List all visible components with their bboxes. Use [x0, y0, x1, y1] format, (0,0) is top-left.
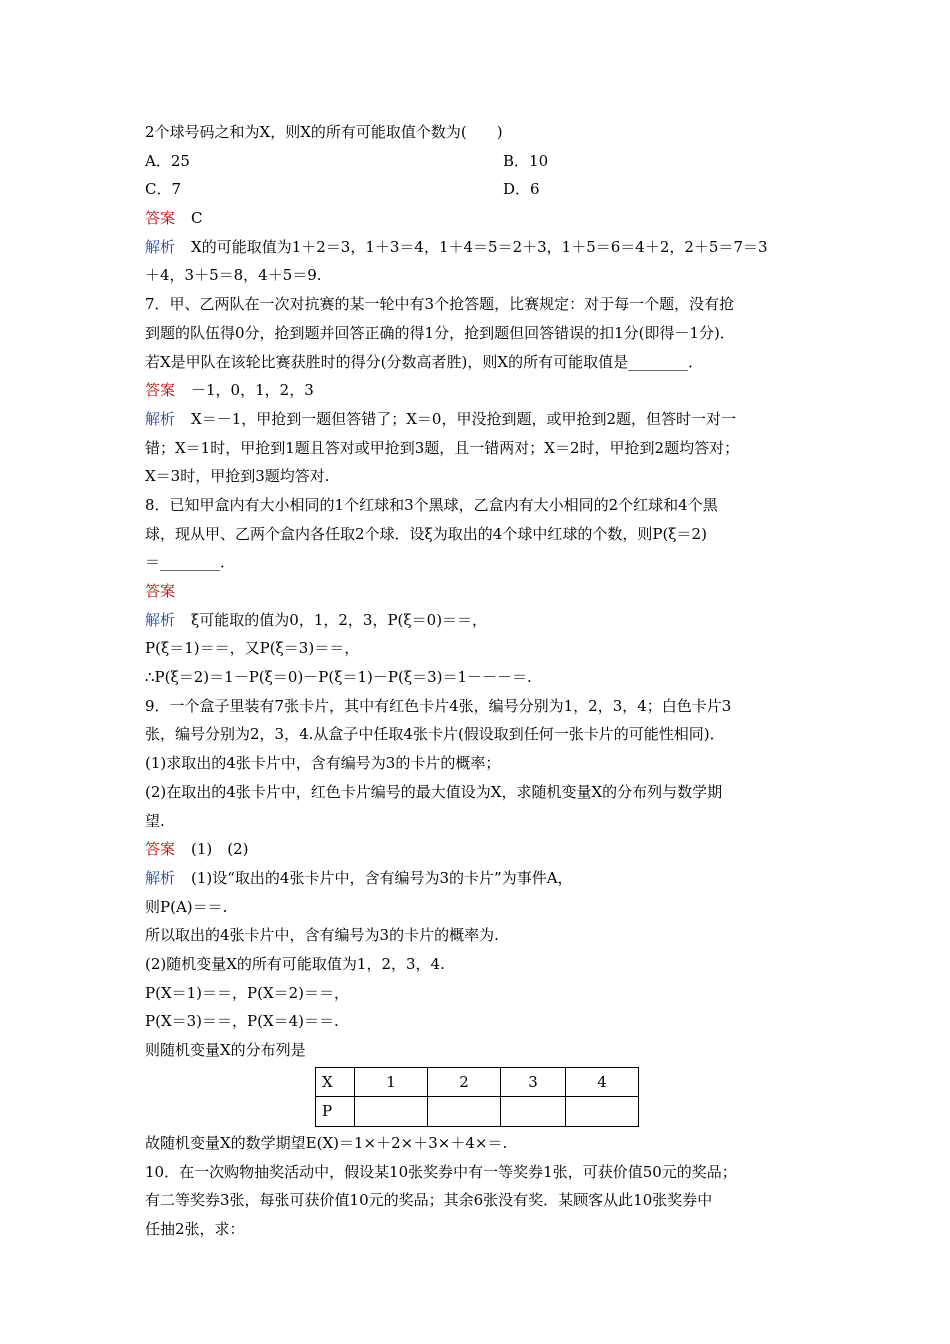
answer-9	[145, 835, 810, 864]
answer-value: －1，0，1，2，3	[191, 381, 314, 400]
explanation-text: X＝－1，甲抢到一题但答错了；X＝0，甲没抢到题，或甲抢到2题，但答时一对一	[191, 409, 737, 428]
answer-8	[145, 577, 810, 606]
table-cell: 4	[566, 1067, 639, 1097]
explanation-label: 解析	[145, 237, 176, 256]
option-c: C．7	[145, 180, 182, 199]
table-cell: P	[316, 1097, 355, 1127]
explanation-label: 解析	[145, 868, 176, 887]
options-row-2	[145, 175, 810, 204]
table-cell	[355, 1097, 428, 1127]
explanation-text: (1)设“取出的4张卡片中，含有编号为3的卡片”为事件A，	[191, 868, 573, 887]
explanation-9-line-6: P(X＝3)＝＝，P(X＝4)＝＝.	[145, 1012, 339, 1031]
explanation-8-line-1	[145, 606, 810, 635]
answer-label: 答案	[145, 381, 176, 400]
explanation-label: 解析	[145, 610, 176, 629]
table-row	[316, 1097, 639, 1127]
table-cell	[428, 1097, 501, 1127]
answer-value: (1) (2)	[191, 840, 249, 859]
distribution-table	[315, 1067, 639, 1127]
question-7-line-2: 到题的队伍得0分，抢到题并回答正确的得1分，抢到题但回答错误的扣1分(即得－1分)．	[145, 323, 735, 342]
table-cell	[501, 1097, 566, 1127]
answer-6	[145, 204, 810, 233]
answer-label: 答案	[145, 840, 176, 859]
table-row	[316, 1067, 639, 1097]
question-10-line-3: 任抽2张，求：	[145, 1220, 245, 1239]
explanation-text: ξ可能取的值为0，1，2，3，P(ξ＝0)＝＝，	[191, 610, 488, 629]
question-7-line-1: 7．甲、乙两队在一次对抗赛的某一轮中有3个抢答题，比赛规定：对于每一个题，没有抢	[145, 295, 735, 314]
explanation-9-line-7: 则随机变量X的分布列是	[145, 1041, 306, 1059]
explanation-9-line-8: 故随机变量X的数学期望E(X)＝1×＋2×＋3×＋4×＝.	[145, 1134, 508, 1153]
question-10-line-2: 有二等奖券3张，每张可获价值10元的奖品；其余6张没有奖．某顾客从此10张奖券中	[145, 1191, 713, 1210]
question-8-line-2: 球，现从甲、乙两个盒内各任取2个球．设ξ为取出的4个球中红球的个数，则P(ξ＝2)	[145, 524, 707, 543]
explanation-9-line-2: 则P(A)＝＝.	[145, 897, 228, 916]
explanation-text: X的可能取值为1＋2＝3，1＋3＝4，1＋4＝5＝2＋3，1＋5＝6＝4＋2，2＋5＝7＝3	[191, 237, 768, 256]
answer-label: 答案	[145, 582, 176, 600]
answer-label: 答案	[145, 209, 176, 228]
question-9-line-2: 张，编号分别为2，3，4.从盒子中任取4张卡片(假设取到任何一张卡片的可能性相同)．	[145, 725, 725, 744]
options-row-1	[145, 147, 810, 176]
explanation-7-line-1	[145, 405, 810, 434]
table-cell	[566, 1097, 639, 1127]
question-10-line-1: 10．在一次购物抽奖活动中，假设某10张奖券中有一等奖券1张，可获价值50元的奖品；	[145, 1162, 737, 1181]
explanation-9-line-1	[145, 864, 810, 893]
answer-7	[145, 376, 810, 405]
question-6-stem: 2个球号码之和为X，则X的所有可能取值个数为( )	[145, 123, 503, 141]
explanation-8-line-3: ∴P(ξ＝2)＝1－P(ξ＝0)－P(ξ＝1)－P(ξ＝3)＝1－－－＝.	[145, 668, 532, 687]
table-cell: 3	[501, 1067, 566, 1097]
table-cell: X	[316, 1067, 355, 1097]
question-9-line-3: (1)求取出的4张卡片中，含有编号为3的卡片的概率；	[145, 754, 501, 773]
question-7-line-3: 若X是甲队在该轮比赛获胜时的得分(分数高者胜)，则X的所有可能取值是________．	[145, 352, 704, 371]
question-9-line-5: 望.	[145, 811, 165, 830]
question-8-line-3: ＝________．	[145, 553, 236, 572]
table-cell: 1	[355, 1067, 428, 1097]
explanation-9-line-3: 所以取出的4张卡片中，含有编号为3的卡片的概率为.	[145, 926, 499, 945]
explanation-8-line-2: P(ξ＝1)＝＝，又P(ξ＝3)＝＝，	[145, 639, 360, 658]
explanation-6-line-1	[145, 233, 810, 262]
question-9-line-4: (2)在取出的4张卡片中，红色卡片编号的最大值设为X，求随机变量X的分布列与数学期	[145, 782, 723, 801]
option-b: B．10	[503, 151, 549, 170]
explanation-label: 解析	[145, 409, 176, 428]
document-page	[145, 118, 810, 1244]
question-8-line-1: 8．已知甲盒内有大小相同的1个红球和3个黑球，乙盒内有大小相同的2个红球和4个黑	[145, 495, 718, 514]
explanation-6-line-2: ＋4，3＋5＝8，4＋5＝9.	[145, 266, 322, 285]
explanation-9-line-4: (2)随机变量X的所有可能取值为1，2，3，4.	[145, 954, 445, 973]
option-a: A．25	[145, 151, 190, 170]
explanation-9-line-5: P(X＝1)＝＝，P(X＝2)＝＝，	[145, 983, 350, 1002]
table-cell: 2	[428, 1067, 501, 1097]
question-9-line-1: 9．一个盒子里装有7张卡片，其中有红色卡片4张，编号分别为1，2，3，4；白色卡片3	[145, 696, 732, 715]
explanation-7-line-2: 错；X＝1时，甲抢到1题且答对或甲抢到3题，且一错两对；X＝2时，甲抢到2题均答对；	[145, 438, 740, 457]
option-d: D．6	[503, 180, 540, 199]
answer-value: C	[191, 209, 203, 228]
explanation-7-line-3: X＝3时，甲抢到3题均答对.	[145, 467, 330, 486]
